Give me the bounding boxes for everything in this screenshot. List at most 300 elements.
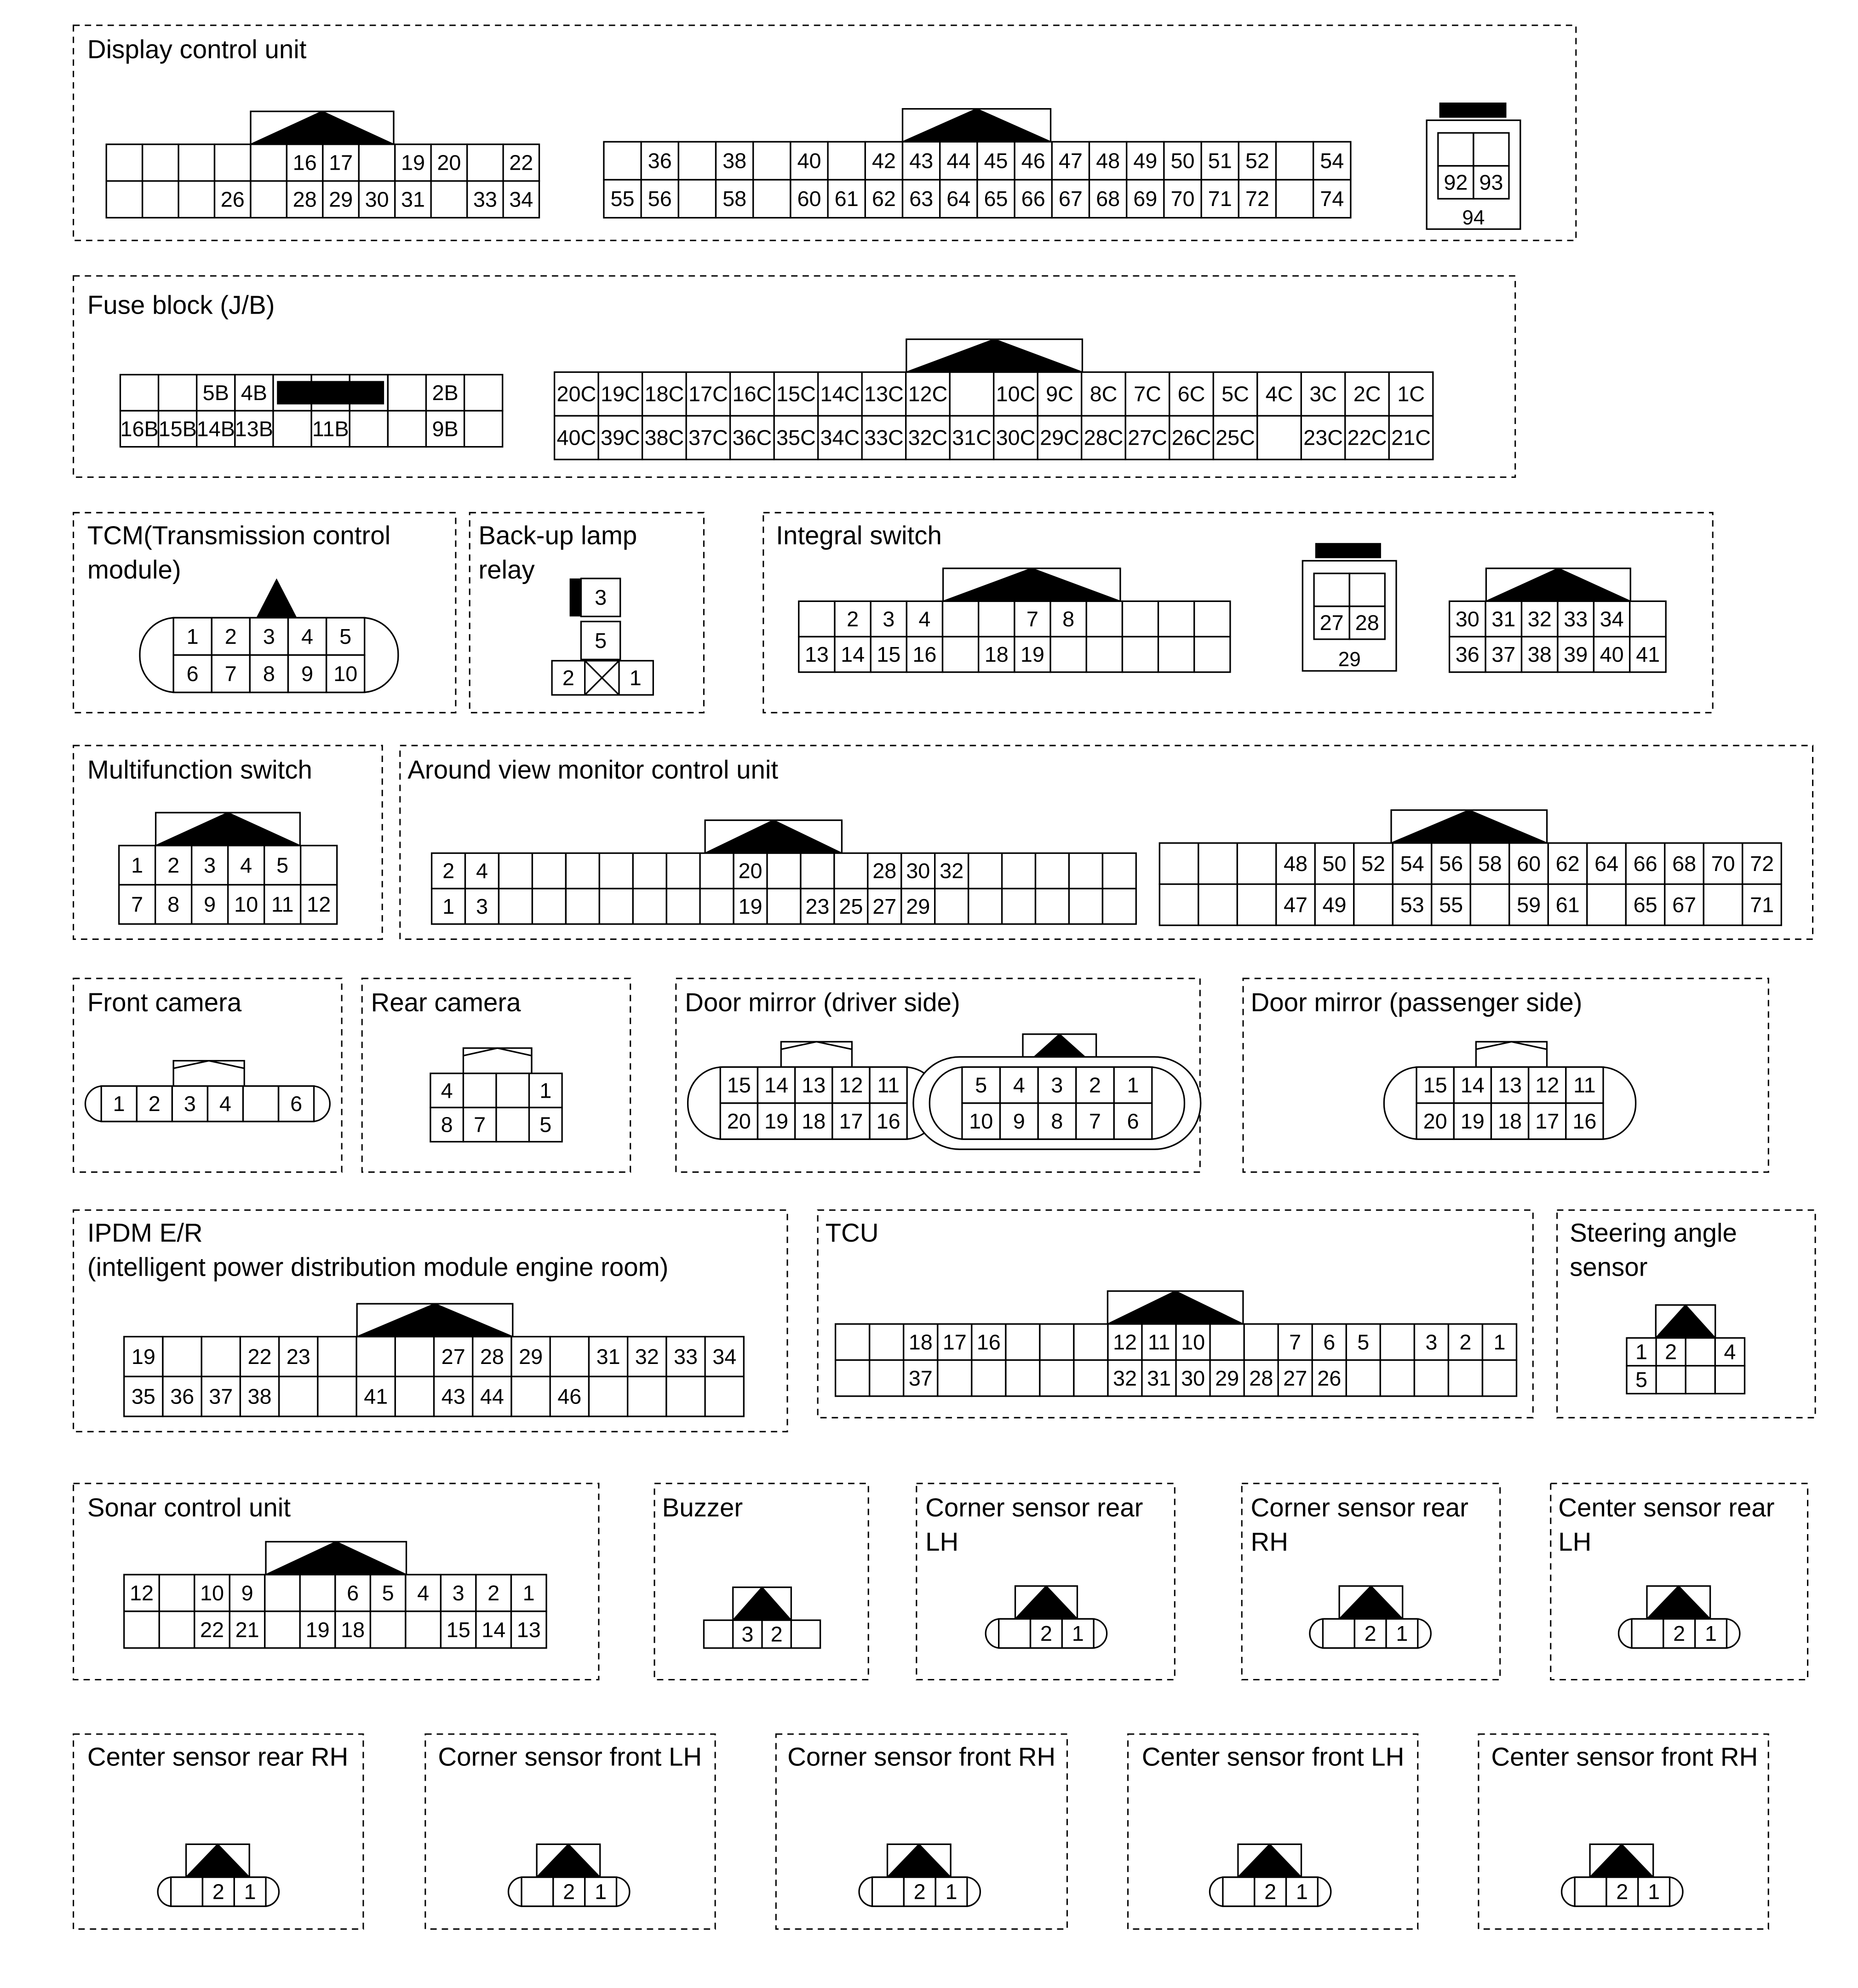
pin-cell bbox=[1086, 601, 1122, 636]
pin-label: 18 bbox=[1497, 1109, 1522, 1133]
pin-label: 2 bbox=[1459, 1330, 1472, 1354]
pin-label: 18 bbox=[984, 642, 1009, 666]
pin-label: 61 bbox=[1555, 893, 1580, 917]
connector-panel-cersflh bbox=[1128, 1734, 1418, 1929]
pin-label: 65 bbox=[984, 187, 1008, 211]
pin-cell bbox=[265, 1611, 300, 1648]
pin-label: 5 bbox=[1357, 1330, 1370, 1354]
pin-cell bbox=[1703, 884, 1743, 926]
pin-label: 38 bbox=[247, 1384, 272, 1409]
pin-label: 11 bbox=[271, 892, 294, 917]
pin-label: 10 bbox=[1181, 1330, 1205, 1354]
pin-cell bbox=[532, 853, 566, 888]
pin-label: 23C bbox=[1303, 425, 1343, 450]
pin-label: 14 bbox=[482, 1617, 506, 1642]
pin-cell bbox=[106, 144, 142, 181]
pin-label: 1 bbox=[442, 894, 455, 918]
pin-cell bbox=[499, 853, 533, 888]
pin-cell bbox=[943, 637, 979, 672]
pin-cell bbox=[178, 144, 214, 181]
connector-panel-buzzer bbox=[654, 1484, 868, 1680]
pin-label: 15 bbox=[727, 1073, 751, 1097]
pin-label: 29 bbox=[1338, 648, 1361, 671]
pin-cell bbox=[1069, 853, 1103, 888]
pin-label: 1 bbox=[131, 853, 143, 877]
pin-label: 15 bbox=[446, 1617, 470, 1642]
pin-label: 26 bbox=[220, 187, 245, 212]
connector-mirror_d-1 bbox=[688, 1042, 940, 1139]
pin-label: 3 bbox=[1051, 1073, 1063, 1097]
pin-label: 7 bbox=[1289, 1330, 1302, 1354]
pin-cell bbox=[1380, 1324, 1414, 1360]
pin-label: 27 bbox=[872, 894, 897, 918]
connector-ipdm-1 bbox=[124, 1304, 744, 1416]
pin-label: 28 bbox=[480, 1345, 504, 1369]
pin-label: 4B bbox=[241, 381, 268, 405]
panel-title: Integral switch bbox=[776, 521, 942, 550]
pin-label: 32C bbox=[908, 425, 948, 450]
pin-label: 19 bbox=[1020, 642, 1044, 666]
pin-cell bbox=[1276, 180, 1313, 218]
panel-title: Center sensor front RH bbox=[1491, 1742, 1758, 1771]
panel-title: Steering angle bbox=[1570, 1218, 1737, 1248]
pin-label: 18 bbox=[802, 1109, 826, 1133]
panel-title: Sonar control unit bbox=[87, 1493, 291, 1522]
pin-label: 59 bbox=[1517, 893, 1541, 917]
pin-label: 1 bbox=[1127, 1073, 1139, 1097]
pin-label: 2C bbox=[1353, 382, 1381, 406]
pin-label: 5C bbox=[1221, 382, 1249, 406]
pin-cell bbox=[178, 181, 214, 218]
pin-label: 18 bbox=[341, 1617, 365, 1642]
pin-cell bbox=[1199, 843, 1238, 884]
pin-cell bbox=[836, 1324, 870, 1360]
pin-label: 25 bbox=[839, 894, 863, 918]
pin-label: 34C bbox=[820, 425, 860, 450]
pin-label: 10 bbox=[969, 1109, 993, 1133]
pin-cell bbox=[251, 144, 287, 181]
pin-cell bbox=[395, 1376, 434, 1416]
connector-panel-csrlh bbox=[917, 1484, 1175, 1680]
pin-cell bbox=[589, 1376, 628, 1416]
pin-label: 35C bbox=[776, 425, 816, 450]
pin-label: 28 bbox=[292, 187, 317, 212]
pin-label: 4 bbox=[240, 853, 252, 877]
pin-cell bbox=[300, 1575, 335, 1611]
pin-label: 2 bbox=[913, 1879, 926, 1904]
pin-label: 68 bbox=[1096, 187, 1120, 211]
pin-cell bbox=[431, 181, 467, 218]
panel-title: LH bbox=[1558, 1527, 1592, 1556]
pin-cell bbox=[633, 853, 666, 888]
pin-label: 2B bbox=[432, 381, 459, 405]
pin-label: 6C bbox=[1177, 382, 1205, 406]
pin-label: 40 bbox=[797, 149, 821, 173]
pin-label: 54 bbox=[1400, 851, 1424, 876]
connector-dcu-1 bbox=[106, 111, 539, 218]
connector-mirror_p-1 bbox=[1384, 1042, 1635, 1139]
panel-title: Front camera bbox=[87, 988, 242, 1017]
pin-label: 6 bbox=[186, 662, 199, 686]
connector-panel-cersfrh bbox=[1479, 1734, 1768, 1929]
pin-label: 36 bbox=[1455, 642, 1480, 666]
pin-label: 12 bbox=[1113, 1330, 1137, 1354]
pin-label: 15 bbox=[1423, 1073, 1447, 1097]
pin-cell bbox=[938, 1360, 972, 1396]
pin-label: 12C bbox=[908, 382, 948, 406]
pin-label: 49 bbox=[1322, 893, 1347, 917]
pin-label: 60 bbox=[1517, 851, 1541, 876]
panel-title: RH bbox=[1250, 1527, 1288, 1556]
pin-label: 2 bbox=[1040, 1621, 1052, 1646]
pin-label: 11B bbox=[312, 417, 349, 441]
pin-cell bbox=[972, 1360, 1006, 1396]
pin-label: 55 bbox=[610, 187, 635, 211]
pin-label: 29 bbox=[329, 187, 353, 212]
pin-cell bbox=[163, 1337, 201, 1377]
pin-label: 3 bbox=[595, 585, 607, 610]
pin-label: 71 bbox=[1208, 187, 1232, 211]
panel-title: Buzzer bbox=[662, 1493, 743, 1522]
pin-cell bbox=[870, 1324, 904, 1360]
pin-label: 30 bbox=[1181, 1366, 1205, 1390]
connector-panel-csflh bbox=[425, 1734, 715, 1929]
pin-cell bbox=[1006, 1324, 1040, 1360]
pin-label: 27C bbox=[1128, 425, 1167, 450]
pin-label: 67 bbox=[1058, 187, 1083, 211]
pin-label: 30 bbox=[365, 187, 389, 212]
pin-cell bbox=[604, 142, 641, 180]
pin-cell bbox=[215, 144, 251, 181]
pin-cell bbox=[395, 1337, 434, 1377]
pin-label: 31 bbox=[1491, 607, 1516, 631]
pin-label: 30 bbox=[1455, 607, 1480, 631]
pin-label: 19 bbox=[401, 150, 425, 175]
pin-label: 27 bbox=[1283, 1366, 1307, 1390]
pin-label: 14B bbox=[196, 417, 235, 441]
pin-label: 44 bbox=[480, 1384, 504, 1409]
pin-label: 15B bbox=[158, 417, 197, 441]
pin-label: 8 bbox=[441, 1112, 453, 1137]
pin-label: 3 bbox=[883, 607, 895, 631]
pin-label: 36C bbox=[732, 425, 772, 450]
pin-cell bbox=[124, 1611, 160, 1648]
pin-cell bbox=[1159, 843, 1199, 884]
pin-cell bbox=[678, 142, 716, 180]
keyway-block bbox=[277, 381, 384, 405]
pin-label: 2 bbox=[1264, 1879, 1277, 1904]
pin-cell bbox=[1237, 843, 1276, 884]
pin-label: 20C bbox=[556, 382, 596, 406]
pin-cell bbox=[633, 888, 666, 924]
pin-label: 17 bbox=[1535, 1109, 1560, 1133]
pin-cell bbox=[159, 1611, 195, 1648]
pin-label: 3 bbox=[741, 1622, 754, 1646]
pin-label: 30C bbox=[996, 425, 1036, 450]
pin-cell bbox=[464, 411, 503, 447]
panel-title: Around view monitor control unit bbox=[407, 755, 779, 784]
pin-cell bbox=[1244, 1324, 1278, 1360]
pin-label: 35 bbox=[131, 1384, 155, 1409]
pin-label: 28C bbox=[1084, 425, 1124, 450]
pin-label: 40 bbox=[1600, 642, 1624, 666]
pin-cell bbox=[1483, 1360, 1517, 1396]
pin-label: 56 bbox=[648, 187, 672, 211]
pin-cell bbox=[301, 846, 337, 885]
pin-label: 26C bbox=[1171, 425, 1211, 450]
connector-tcm-1 bbox=[140, 580, 398, 693]
panel-title: IPDM E/R bbox=[87, 1218, 203, 1248]
pin-cell bbox=[511, 1376, 550, 1416]
pin-label: 14 bbox=[841, 642, 865, 666]
pin-label: 28 bbox=[1249, 1366, 1273, 1390]
pin-label: 7 bbox=[224, 662, 237, 686]
panel-title: relay bbox=[478, 555, 535, 584]
pin-cell bbox=[1074, 1360, 1108, 1396]
panel-title: Corner sensor rear bbox=[925, 1493, 1143, 1522]
pin-cell bbox=[935, 888, 969, 924]
pin-cell bbox=[599, 853, 633, 888]
pin-label: 16B bbox=[120, 417, 159, 441]
pin-label: 37 bbox=[1491, 642, 1516, 666]
pin-label: 14C bbox=[820, 382, 860, 406]
panel-title: Corner sensor front RH bbox=[787, 1742, 1056, 1771]
pin-cell bbox=[1102, 888, 1136, 924]
pin-label: 1 bbox=[522, 1581, 535, 1605]
pin-cell bbox=[318, 1337, 356, 1377]
pin-label: 4C bbox=[1265, 382, 1293, 406]
pin-cell bbox=[1237, 884, 1276, 926]
pin-label: 48 bbox=[1283, 851, 1308, 876]
pin-cell bbox=[1158, 637, 1194, 672]
pin-cell bbox=[159, 375, 197, 411]
pin-label: 1 bbox=[1648, 1879, 1660, 1904]
pin-label: 16 bbox=[912, 642, 937, 666]
connector-panel-cersrrh bbox=[74, 1734, 363, 1929]
pin-label: 13C bbox=[864, 382, 904, 406]
connector-sonar-1 bbox=[124, 1542, 546, 1648]
pin-label: 37 bbox=[908, 1366, 933, 1390]
pin-cell bbox=[1040, 1360, 1074, 1396]
pin-label: 36 bbox=[648, 149, 672, 173]
pin-label: 5B bbox=[202, 381, 229, 405]
pin-cell bbox=[318, 1376, 356, 1416]
pin-label: 31 bbox=[401, 187, 425, 212]
pin-label: 3 bbox=[184, 1092, 196, 1116]
pin-label: 1 bbox=[539, 1078, 552, 1103]
pin-cell bbox=[279, 1376, 318, 1416]
pin-cell bbox=[1194, 637, 1230, 672]
pin-label: 5 bbox=[339, 624, 352, 648]
connector-panel-tcu bbox=[818, 1210, 1533, 1417]
pin-cell bbox=[159, 1575, 195, 1611]
pin-label: 14 bbox=[764, 1073, 789, 1097]
pin-cell bbox=[969, 853, 1002, 888]
pin-cell bbox=[753, 142, 791, 180]
pin-cell bbox=[1036, 853, 1069, 888]
pin-label: 18 bbox=[908, 1330, 933, 1354]
pin-cell bbox=[705, 1376, 744, 1416]
pin-label: 31C bbox=[952, 425, 992, 450]
pin-cell bbox=[1414, 1360, 1448, 1396]
pin-label: 3 bbox=[263, 624, 275, 648]
pin-label: 1 bbox=[595, 1879, 607, 1904]
pin-label: 40C bbox=[556, 425, 596, 450]
pin-label: 32 bbox=[940, 859, 964, 883]
pin-cell bbox=[1122, 637, 1158, 672]
connector-lock bbox=[781, 1042, 852, 1067]
panel-title: Multifunction switch bbox=[87, 755, 312, 784]
pin-label: 13 bbox=[804, 642, 829, 666]
pin-label: 13 bbox=[802, 1073, 826, 1097]
pin-cell bbox=[120, 375, 159, 411]
pin-label: 39C bbox=[600, 425, 640, 450]
pin-label: 6 bbox=[1323, 1330, 1336, 1354]
panel-title: module) bbox=[87, 555, 181, 584]
pin-label: 2 bbox=[224, 624, 237, 648]
pin-label: 15 bbox=[877, 642, 901, 666]
pin-cell bbox=[1036, 888, 1069, 924]
pin-label: 16C bbox=[732, 382, 772, 406]
pin-cell bbox=[1086, 637, 1122, 672]
pin-label: 7C bbox=[1134, 382, 1161, 406]
panel-title: (intelligent power distribution module engine room) bbox=[87, 1252, 669, 1282]
pin-label: 56 bbox=[1439, 851, 1463, 876]
pin-cell bbox=[1002, 888, 1036, 924]
pin-label: 46 bbox=[1021, 149, 1045, 173]
pin-label: 18C bbox=[644, 382, 684, 406]
connector-lock bbox=[1476, 1042, 1547, 1067]
panel-title: Back-up lamp bbox=[478, 521, 637, 550]
connector-lock bbox=[1315, 543, 1381, 558]
pin-label: 36 bbox=[170, 1384, 195, 1409]
pin-cell bbox=[388, 411, 426, 447]
panel-title: Center sensor rear RH bbox=[87, 1742, 349, 1771]
pin-label: 67 bbox=[1672, 893, 1697, 917]
pin-cell bbox=[1159, 884, 1199, 926]
pin-label: 1 bbox=[186, 624, 199, 648]
pin-cell bbox=[767, 853, 801, 888]
connector-panel-sonar bbox=[74, 1484, 599, 1680]
pin-label: 5 bbox=[975, 1073, 987, 1097]
pin-label: 2 bbox=[770, 1622, 783, 1646]
connector-fuse-2 bbox=[555, 339, 1433, 460]
pin-label: 19 bbox=[738, 894, 763, 918]
panel-title: Door mirror (driver side) bbox=[685, 988, 960, 1017]
pin-label: 26 bbox=[1317, 1366, 1342, 1390]
pin-cell bbox=[350, 411, 388, 447]
pin-label: 5 bbox=[276, 853, 289, 877]
pin-label: 34 bbox=[1600, 607, 1624, 631]
pin-label: 3C bbox=[1309, 382, 1337, 406]
pin-label: 72 bbox=[1245, 187, 1269, 211]
pin-label: 62 bbox=[872, 187, 896, 211]
pin-label: 66 bbox=[1021, 187, 1045, 211]
pin-cell bbox=[550, 1337, 589, 1377]
pin-cell bbox=[628, 1376, 666, 1416]
pin-label: 44 bbox=[946, 149, 971, 173]
pin-cell bbox=[566, 853, 599, 888]
pin-label: 43 bbox=[441, 1384, 465, 1409]
pin-label: 11 bbox=[1573, 1073, 1596, 1097]
pin-label: 22 bbox=[200, 1617, 224, 1642]
pin-label: 74 bbox=[1320, 187, 1344, 211]
pin-label: 2 bbox=[1673, 1621, 1686, 1646]
pin-label: 12 bbox=[129, 1581, 154, 1605]
pin-label: 10C bbox=[996, 382, 1036, 406]
pin-label: 25C bbox=[1216, 425, 1255, 450]
pin-label: 4 bbox=[301, 624, 314, 648]
pin-label: 29 bbox=[1215, 1366, 1239, 1390]
pin-label: 19 bbox=[764, 1109, 789, 1133]
pin-label: 19C bbox=[600, 382, 640, 406]
pin-label: 5 bbox=[382, 1581, 394, 1605]
pin-label: 12 bbox=[1535, 1073, 1560, 1097]
pin-label: 63 bbox=[909, 187, 934, 211]
pin-label: 29C bbox=[1040, 425, 1079, 450]
pin-label: 6 bbox=[290, 1092, 303, 1116]
pin-label: 14 bbox=[1460, 1073, 1485, 1097]
pin-cell bbox=[359, 144, 395, 181]
pin-cell bbox=[1102, 853, 1136, 888]
pin-cell bbox=[1158, 601, 1194, 636]
pin-label: 70 bbox=[1711, 851, 1735, 876]
pin-label: 4 bbox=[1013, 1073, 1025, 1097]
pin-cell bbox=[265, 1575, 300, 1611]
panel-title: TCU bbox=[825, 1218, 879, 1248]
pin-cell bbox=[1006, 1360, 1040, 1396]
pin-label: 3 bbox=[452, 1581, 464, 1605]
connector-fuse-1 bbox=[120, 375, 502, 447]
pin-label: 6 bbox=[347, 1581, 359, 1605]
pin-cell bbox=[273, 411, 311, 447]
pin-cell bbox=[666, 888, 700, 924]
relay-key bbox=[570, 579, 581, 617]
pin-label: 29 bbox=[906, 894, 930, 918]
pin-label: 1 bbox=[1072, 1621, 1084, 1646]
pin-cell bbox=[834, 853, 868, 888]
pin-cell bbox=[1380, 1360, 1414, 1396]
pin-cell bbox=[496, 1107, 529, 1141]
pin-label: 8C bbox=[1090, 382, 1118, 406]
pin-cell bbox=[388, 375, 426, 411]
connector-buzzer-1 bbox=[704, 1587, 820, 1648]
panel-title: TCM(Transmission control bbox=[87, 521, 391, 550]
pin-label: 15C bbox=[776, 382, 816, 406]
pin-label: 16 bbox=[976, 1330, 1001, 1354]
pin-cell bbox=[799, 601, 835, 636]
pin-cell bbox=[496, 1073, 529, 1107]
pin-label: 33 bbox=[673, 1345, 698, 1369]
connector-csrrh-1 bbox=[1310, 1586, 1431, 1648]
pin-label: 16 bbox=[1572, 1109, 1597, 1133]
connector-dcu-2 bbox=[604, 109, 1351, 218]
pin-label: 72 bbox=[1750, 851, 1774, 876]
pin-cell bbox=[1656, 1366, 1686, 1394]
pin-label: 20 bbox=[437, 150, 461, 175]
pin-label: 9 bbox=[301, 662, 314, 686]
pin-label: 29 bbox=[519, 1345, 543, 1369]
pin-label: 41 bbox=[364, 1384, 388, 1409]
pin-label: 13B bbox=[235, 417, 274, 441]
pin-cell bbox=[201, 1337, 240, 1377]
pin-label: 32 bbox=[635, 1345, 659, 1369]
panel-title: Rear camera bbox=[371, 988, 521, 1017]
pin-label: 2 bbox=[847, 607, 859, 631]
pin-label: 1C bbox=[1397, 382, 1425, 406]
pin-label: 1 bbox=[945, 1879, 958, 1904]
pin-cell bbox=[1069, 888, 1103, 924]
